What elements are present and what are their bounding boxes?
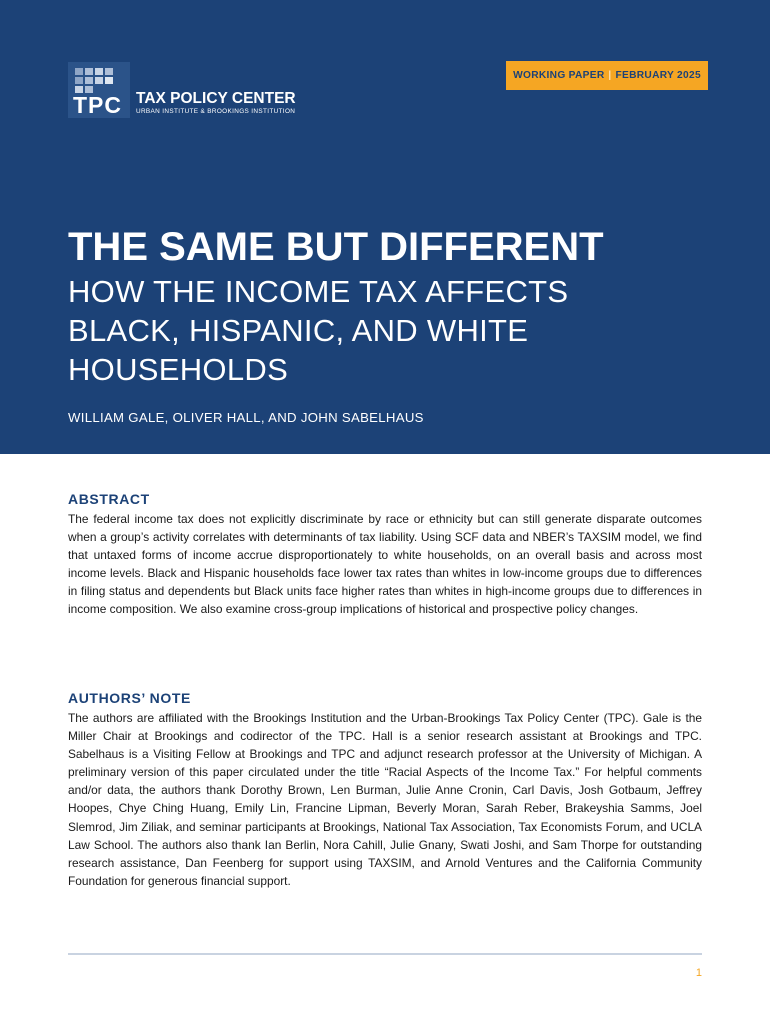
logo-grid-icon	[75, 68, 123, 95]
org-name: TAX POLICY CENTER	[136, 90, 296, 107]
badge-series: WORKING PAPER	[513, 70, 605, 81]
tpc-logo-mark	[68, 62, 130, 118]
abstract-heading: ABSTRACT	[68, 491, 150, 507]
authors-note-heading: AUTHORS’ NOTE	[68, 690, 191, 706]
cover-header	[0, 0, 770, 454]
footer-divider	[68, 953, 702, 955]
badge-separator: |	[608, 70, 612, 81]
paper-title: THE SAME BUT DIFFERENT	[68, 225, 604, 269]
org-subtitle: URBAN INSTITUTE & BROOKINGS INSTITUTION	[136, 108, 296, 115]
abstract-text: The federal income tax does not explicitly discriminate by race or ethnicity but can still generate disparate outcomes when a group’s activity correlates with determinants of tax liability. Using SCF data and NBER’s TAXSIM model, we find that untaxed forms of income accrue disproportionately to white households, on an overall basis and across most income levels. Black and Hispanic households face lower tax rates than whites in low-income groups due to differences in filing status and dependents but Black units face higher rates than whites in high-income groups due to differences in income composition. We also examine cross-group implications of historical and prospective policy changes.	[68, 512, 702, 617]
logo-mark-text: TPC	[73, 92, 122, 118]
page-number: 1	[695, 967, 702, 979]
author-list: WILLIAM GALE, OLIVER HALL, AND JOHN SABELHAUS	[68, 410, 424, 425]
working-paper-badge	[506, 61, 708, 90]
authors-note-text: The authors are affiliated with the Brookings Institution and the Urban-Brookings Tax Policy Center (TPC). Gale is the Miller Chair at Brookings and codirector of the TPC. Hall is a senior research assistant at Brookings and TPC. Sabelhaus is a Visiting Fellow at Brookings and TPC and adjunct research professor at the University of Michigan. A preliminary version of this paper circulated under the title “Racial Aspects of the Income Tax.” For helpful comments and/or data, the authors thank Dorothy Brown, Len Burman, Julie Anne Cronin, Carl Davis, Josh Gotbaum, Jeffrey Hoopes, Chye Ching Huang, Emily Lin, Francine Lipman, Beverly Moran, Sarah Reber, Brakeyshia Samms, Joel Slemrod, Jim Ziliak, and seminar participants at Brookings, National Tax Association, Tax Economists Forum, and UCLA Law School. The authors also thank Ian Berlin, Nora Cahill, Julie Gnany, Swati Joshi, and Sam Thorpe for outstanding research assistance, Dan Feenberg for support using TAXSIM, and Arnold Ventures and the California Community Foundation for generous financial support.	[68, 711, 702, 888]
badge-date: FEBRUARY 2025	[615, 70, 701, 81]
paper-subtitle: HOW THE INCOME TAX AFFECTS BLACK, HISPANIC, AND WHITE HOUSEHOLDS	[68, 274, 569, 387]
